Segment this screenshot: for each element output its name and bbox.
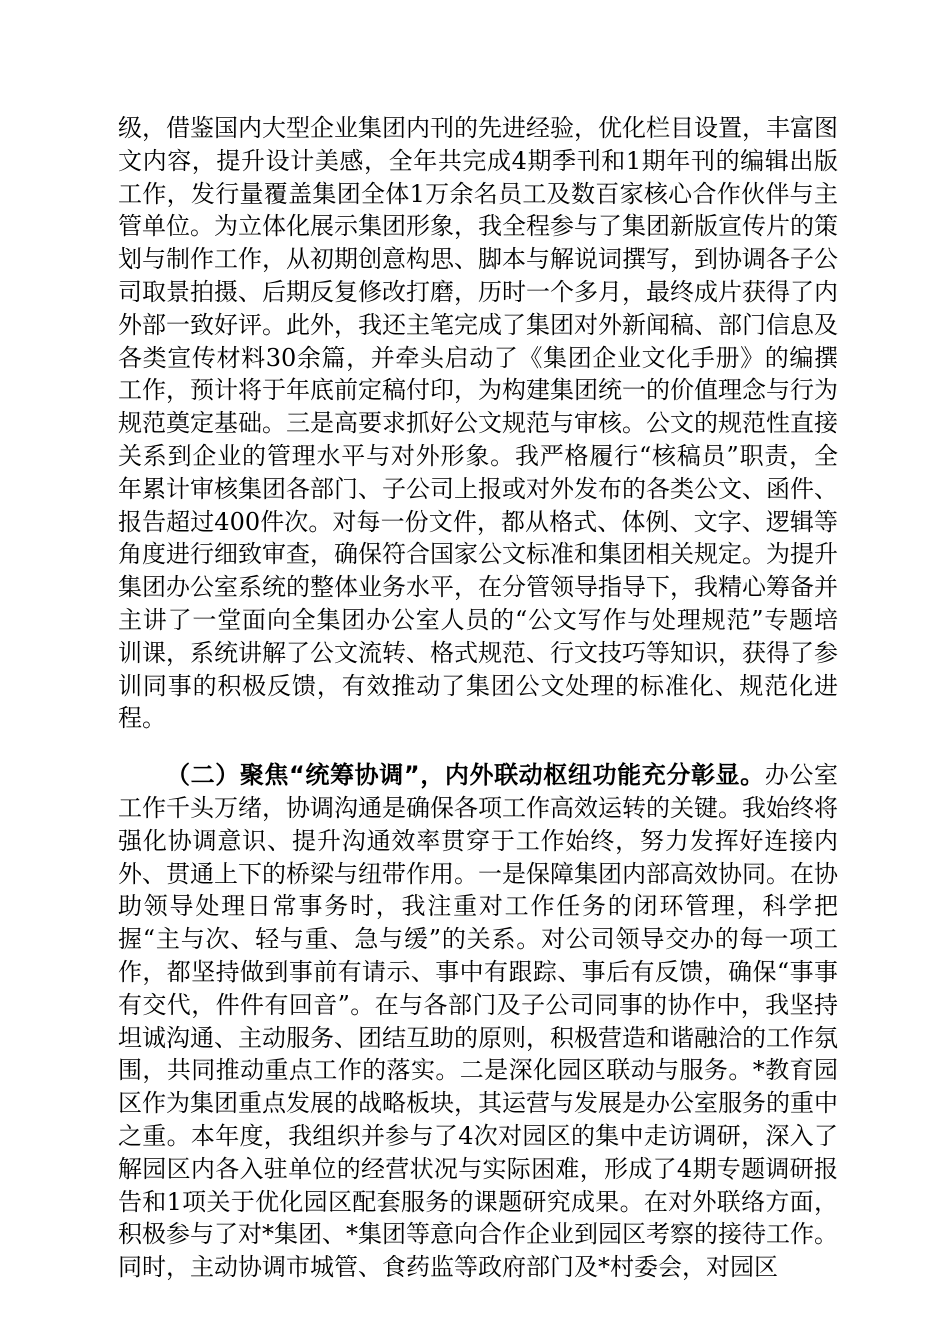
body-paragraph: 级，借鉴国内大型企业集团内刊的先进经验，优化栏目设置，丰富图文内容，提升设计美感，全年共完成4期季刊和1期年刊的编辑出版工作，发行量覆盖集团全体1万余名员工及数百家核心合作伙伴与主管单位。为立体化展示集团形象，我全程参与了集团新版宣传片的策划与制作工作，从初期创意构思、脚本与解说词撰写，到协调各子公司取景拍摄、后期反复修改打磨，历时一个多月，最终成片获得了内外部一致好评。此外，我还主笔完成了集团对外新闻稿、部门信息及各类宣传材料30余篇，并牵头启动了《集团企业文化手册》的编撰工作，预计将于年底前定稿付印，为构建集团统一的价值理念与行为规范奠定基础。三是高要求抓好公文规范与审核。公文的规范性直接关系到企业的管理水平与对外形象。我严格履行“核稿员”职责，全年累计审核集团各部门、子公司上报或对外发布的各类公文、函件、报告超过400件次。对每一份文件，都从格式、体例、文字、逻辑等角度进行细致审查，确保符合国家公文标准和集团相关规定。为提升集团办公室系统的整体业务水平，在分管领导指导下，我精心筹备并主讲了一堂面向全集团办公室人员的“公文写作与处理规范”专题培训课，系统讲解了公文流转、格式规范、行文技巧等知识，获得了参训同事的积极反馈，有效推动了集团公文处理的标准化、规范化进程。: [118, 114, 838, 733]
section-paragraph: [118, 759, 838, 1284]
document-page: [118, 112, 838, 1284]
section-heading: （二）聚焦“统筹协调”，内外联动枢纽功能充分彰显。: [166, 761, 765, 790]
section-body-text: 办公室工作千头万绪，协调沟通是确保各项工作高效运转的关键。我始终将强化协调意识、提升沟通效率贯穿于工作始终，努力发挥好连接内外、贯通上下的桥梁与纽带作用。一是保障集团内部高效协同。在协助领导处理日常事务时，我注重对工作任务的闭环管理，科学把握“主与次、轻与重、急与缓”的关系。对公司领导交办的每一项工作，都坚持做到事前有请示、事中有跟踪、事后有反馈，确保“事事有交代，件件有回音”。在与各部门及子公司同事的协作中，我坚持坦诚沟通、主动服务、团结互助的原则，积极营造和谐融洽的工作氛围，共同推动重点工作的落实。二是深化园区联动与服务。*教育园区作为集团重点发展的战略板块，其运营与发展是办公室服务的重中之重。本年度，我组织并参与了4次对园区的集中走访调研，深入了解园区内各入驻单位的经营状况与实际困难，形成了4期专题调研报告和1项关于优化园区配套服务的课题研究成果。在对外联络方面，积极参与了对*集团、*集团等意向合作企业到园区考察的接待工作。同时，主动协调市城管、食药监等政府部门及*村委会，对园区: [118, 761, 838, 1282]
